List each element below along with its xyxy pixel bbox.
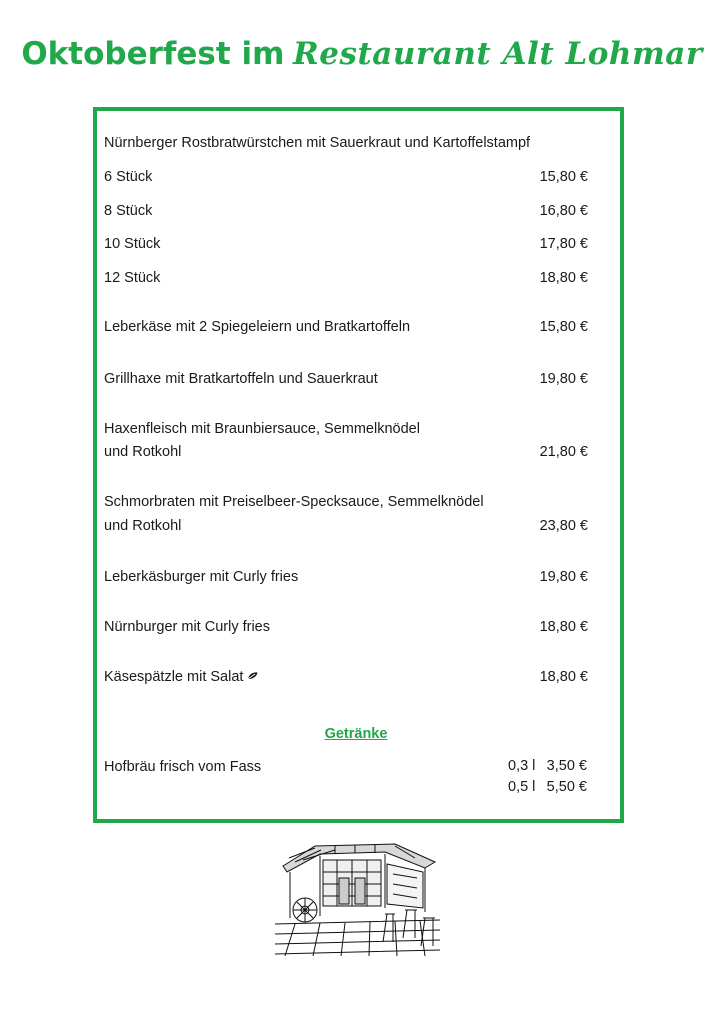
drink-price: 5,50 €	[546, 779, 587, 795]
item-price: 17,80 €	[539, 236, 588, 252]
item-name: Haxenfleisch mit Braunbiersauce, Semmelknödel	[104, 421, 420, 437]
leaf-icon	[247, 672, 258, 680]
item-name: 8 Stück	[104, 203, 153, 219]
drink-size: 0,5 l	[508, 779, 536, 795]
item-name: Käsespätzle mit Salat	[104, 669, 244, 685]
item-price: 19,80 €	[539, 569, 588, 585]
drinks-heading: Getränke	[324, 726, 388, 742]
item-price: 18,80 €	[539, 619, 588, 635]
drink-size: 0,3 l	[508, 758, 536, 774]
item-price: 15,80 €	[539, 319, 588, 335]
menu-heading: Nürnberger Rostbratwürstchen mit Sauerkraut und Kartoffelstampf	[104, 135, 531, 151]
item-price: 18,80 €	[539, 669, 588, 685]
drink-name: Hofbräu frisch vom Fass	[104, 759, 262, 775]
item-name-cont: und Rotkohl	[104, 518, 182, 534]
item-name: 10 Stück	[104, 236, 161, 252]
page-title	[0, 36, 724, 72]
item-price: 15,80 €	[539, 169, 588, 185]
title-restaurant: Restaurant Alt Lohmar	[293, 36, 703, 72]
item-name: 6 Stück	[104, 169, 153, 185]
item-name: Grillhaxe mit Bratkartoffeln und Sauerkraut	[104, 371, 378, 387]
item-price: 16,80 €	[539, 203, 588, 219]
item-name-wrap	[104, 668, 258, 686]
title-event: Oktoberfest im	[21, 36, 285, 72]
drink-price: 3,50 €	[546, 758, 587, 774]
restaurant-illustration	[275, 838, 440, 956]
item-name: Nürnburger mit Curly fries	[104, 619, 270, 635]
item-price: 21,80 €	[539, 444, 588, 460]
item-name-cont: und Rotkohl	[104, 444, 182, 460]
item-name: Leberkäsburger mit Curly fries	[104, 569, 299, 585]
item-name: Schmorbraten mit Preiselbeer-Specksauce, Semmelknödel	[104, 494, 484, 510]
item-price: 19,80 €	[539, 371, 588, 387]
item-price: 18,80 €	[539, 270, 588, 286]
item-name: 12 Stück	[104, 270, 161, 286]
item-name: Leberkäse mit 2 Spiegeleiern und Bratkartoffeln	[104, 319, 411, 335]
item-price: 23,80 €	[539, 518, 588, 534]
